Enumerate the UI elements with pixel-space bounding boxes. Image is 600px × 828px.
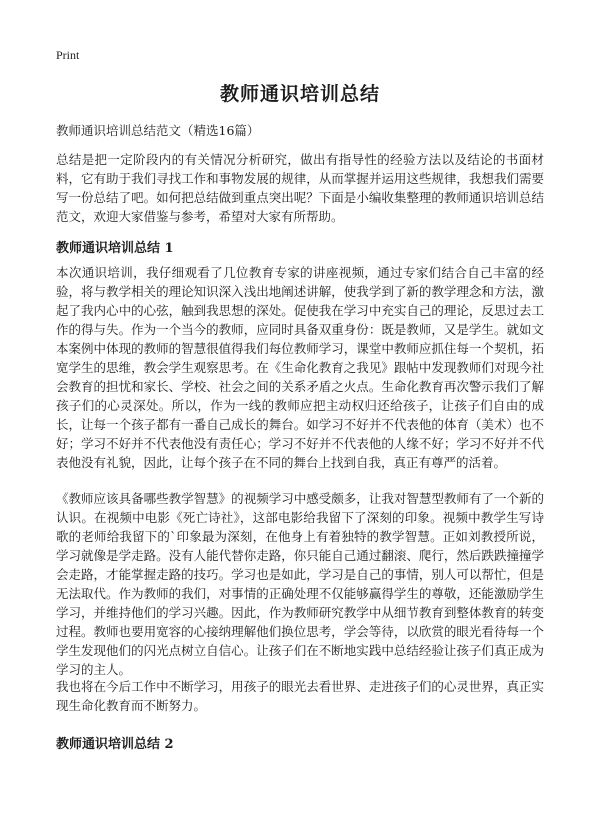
- intro-paragraph: 总结是把一定阶段内的有关情况分析研究，做出有指导性的经验方法以及结论的书面材料，它有助于我们寻找工作和事物发展的规律，从而掌握并运用这些规律，我想我们需要写一份总结了吧。如何把总结做到重点突出呢？下面是小编收集整理的教师通识培训总结范文，欢迎大家借鉴与参考，希望对大家有所帮助。: [56, 152, 544, 224]
- section-heading-1: 教师通识培训总结 1: [56, 241, 174, 256]
- section-1-paragraph-3: 我也将在今后工作中不断学习，用孩子的眼光去看世界、走进孩子们的心灵世界，真正实现生命化教育而不断努力。: [56, 679, 544, 713]
- section-1-paragraph-2: 《教师应该具备哪些教学智慧》的视频学习中感受颇多，让我对智慧型教师有了一个新的认识。在视频中电影《死亡诗社》，这部电影给我留下了深刻的印象。视频中教学生写诗歌的老师给我留下的`印象最为深刻，在他身上有着独特的教学智慧。正如刘教授所说，学习就像是学走路。没有人能代替你走路，你只能自己通过翻滚、爬行，然后跌跌撞撞学会走路，才能掌握走路的技巧。学习也是如此，学习是自己的事情，别人可以帮忙，但是无法取代。作为教师的我们，对事情的正确处理不仅能够赢得学生的尊敬，还能激励学生学习，并维持他们的学习兴趣。因此，作为教师研究教学中从细节教育到整体教育的转变过程。教师也要用宽容的心接纳理解他们换位思考，学会等待，以欣赏的眼光看待每一个学生发现他们的闪光点树立自信心。让孩子们在不断地实践中总结经验让孩子们真正成为学习的主人。: [56, 491, 544, 677]
- document-subtitle: 教师通识培训总结范文（精选16篇）: [56, 123, 260, 138]
- section-heading-2: 教师通识培训总结 2: [56, 737, 174, 752]
- page-title: 教师通识培训总结: [219, 83, 380, 105]
- print-link[interactable]: Print: [56, 48, 80, 62]
- section-1-paragraph-1: 本次通识培训，我仔细观看了几位教育专家的讲座视频，通过专家们结合自己丰富的经验，将与教学相关的理论知识深入浅出地阐述讲解，使我学到了新的教学理念和方法，激起了我内心中的心弦，触到我思想的深处。促使我在学习中充实自己的理论，反思过去工作的得与失。作为一个当今的教师，应同时具备双重身份：既是教师，又是学生。就如文本案例中体现的教师的智慧很值得我们每位教师学习，课堂中教师应抓住每一个契机，拓宽学生的思维，教会学生观察思考。在《生命化教育之我见》跟帖中发现教师们对现今社会教育的担忧和家长、学校、社会之间的关系矛盾之火点。生命化教育再次警示我们了解孩子们的心灵深处。所以，作为一线的教师应把主动权归还给孩子，让孩子们自由的成长，让每一个孩子都有一番自己成长的舞台。如学习不好并不代表他的体育（美术）也不好；学习不好并不代表他没有责任心；学习不好并不代表他的人缘不好；学习不好并不代表他没有礼貌，因此，让每个孩子在不同的舞台上找到自我，真正有尊严的活着。: [56, 265, 544, 470]
